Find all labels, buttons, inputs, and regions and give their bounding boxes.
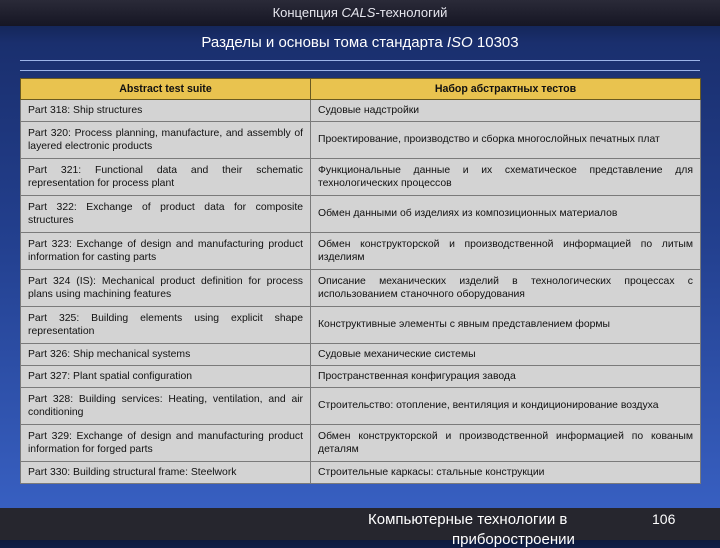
- part-description: : Exchange of design and manufacturing product information for casting parts: [28, 238, 304, 263]
- part-description: : Exchange of design and manufacturing product information for forged parts: [28, 430, 304, 455]
- cell-abstract-test-suite: [21, 100, 311, 122]
- cell-abstract-test-suite: [21, 307, 311, 344]
- part-description: : Building services: Heating, ventilation, and air conditioning: [28, 393, 304, 418]
- part-description: : Functional data and their schematic representation for process plant: [28, 164, 303, 189]
- table-row: [21, 196, 701, 233]
- part-number: Part 318: [28, 104, 68, 116]
- cell-abstract-test-set: Проектирование, производство и сборка многослойных печатных плат: [311, 122, 701, 159]
- subtitle-prefix: Разделы и основы тома стандарта: [201, 34, 447, 51]
- footer-course-title: Компьютерные технологии в: [368, 511, 568, 528]
- cell-abstract-test-suite: [21, 388, 311, 425]
- part-number: Part 323: [28, 238, 70, 250]
- cell-abstract-test-set: Обмен данными об изделиях из композиционных материалов: [311, 196, 701, 233]
- table-row: [21, 233, 701, 270]
- part-description: : Exchange of product data for composite structures: [28, 201, 303, 226]
- part-number: Part 327: [28, 370, 68, 382]
- table-row: [21, 270, 701, 307]
- part-description: : Building elements using explicit shape representation: [28, 312, 303, 337]
- table-row: [21, 366, 701, 388]
- part-description: : Building structural frame: Steelwork: [67, 466, 237, 478]
- cell-abstract-test-suite: [21, 366, 311, 388]
- table-row: [21, 307, 701, 344]
- cell-abstract-test-suite: [21, 159, 311, 196]
- cell-abstract-test-set: Пространственная конфигурация завода: [311, 366, 701, 388]
- cell-abstract-test-set: Строительство: отопление, вентиляция и кондиционирование воздуха: [311, 388, 701, 425]
- cell-abstract-test-set: Судовые надстройки: [311, 100, 701, 122]
- part-number: Part 328: [28, 393, 71, 405]
- cell-abstract-test-set: Описание механических изделий в технологических процессах с использованием станочного оборудования: [311, 270, 701, 307]
- part-description: : Ship structures: [67, 104, 143, 116]
- cell-abstract-test-suite: [21, 344, 311, 366]
- cell-abstract-test-set: Судовые механические системы: [311, 344, 701, 366]
- page-number: 106: [652, 511, 676, 527]
- slide-header: [0, 0, 720, 26]
- part-description: : Mechanical product definition for process plans using machining features: [28, 275, 304, 300]
- footer-bar: [0, 508, 720, 540]
- column-header-en: Abstract test suite: [21, 79, 311, 100]
- divider-bottom: [20, 70, 700, 71]
- divider-top: [20, 60, 700, 61]
- part-number: Part 326: [28, 348, 68, 360]
- table-row: [21, 388, 701, 425]
- table-row: [21, 122, 701, 159]
- table-row: [21, 344, 701, 366]
- footer-course-title-cont: приборостроении: [452, 531, 575, 548]
- cell-abstract-test-set: Обмен конструкторской и производственной информацией по кованым деталям: [311, 425, 701, 462]
- cell-abstract-test-suite: [21, 270, 311, 307]
- standards-table: [20, 78, 701, 484]
- cell-abstract-test-suite: [21, 462, 311, 484]
- part-number: Part 330: [28, 466, 68, 478]
- header-title-italic: CALS: [341, 5, 376, 20]
- part-number: Part 321: [28, 164, 79, 176]
- cell-abstract-test-set: Конструктивные элементы с явным представлением формы: [311, 307, 701, 344]
- part-number: Part 322: [28, 201, 74, 213]
- cell-abstract-test-suite: [21, 122, 311, 159]
- part-description: : Plant spatial configuration: [67, 370, 193, 382]
- part-description: : Process planning, manufacture, and assembly of layered electronic products: [28, 127, 304, 152]
- table-row: [21, 462, 701, 484]
- table-header-row: [21, 79, 701, 100]
- subtitle-suffix: 10303: [472, 34, 519, 51]
- part-number: Part 320: [28, 127, 69, 139]
- subtitle-italic: ISO: [446, 34, 473, 51]
- part-number: Part 329: [28, 430, 70, 442]
- table-body: [21, 100, 701, 484]
- cell-abstract-test-suite: [21, 196, 311, 233]
- header-title-prefix: Концепция: [272, 5, 342, 20]
- cell-abstract-test-set: Обмен конструкторской и производственной информацией по литым изделиям: [311, 233, 701, 270]
- table-row: [21, 159, 701, 196]
- cell-abstract-test-set: Строительные каркасы: стальные конструкции: [311, 462, 701, 484]
- part-number: Part 325: [28, 312, 77, 324]
- column-header-ru: Набор абстрактных тестов: [311, 79, 701, 100]
- table-row: [21, 100, 701, 122]
- part-number: Part 324 (IS): [28, 275, 94, 287]
- part-description: : Ship mechanical systems: [67, 348, 191, 360]
- slide-subtitle: [0, 34, 720, 51]
- header-title-suffix: -технологий: [375, 5, 448, 20]
- cell-abstract-test-set: Функциональные данные и их схематическое представление для технологических процессов: [311, 159, 701, 196]
- cell-abstract-test-suite: [21, 425, 311, 462]
- table-row: [21, 425, 701, 462]
- cell-abstract-test-suite: [21, 233, 311, 270]
